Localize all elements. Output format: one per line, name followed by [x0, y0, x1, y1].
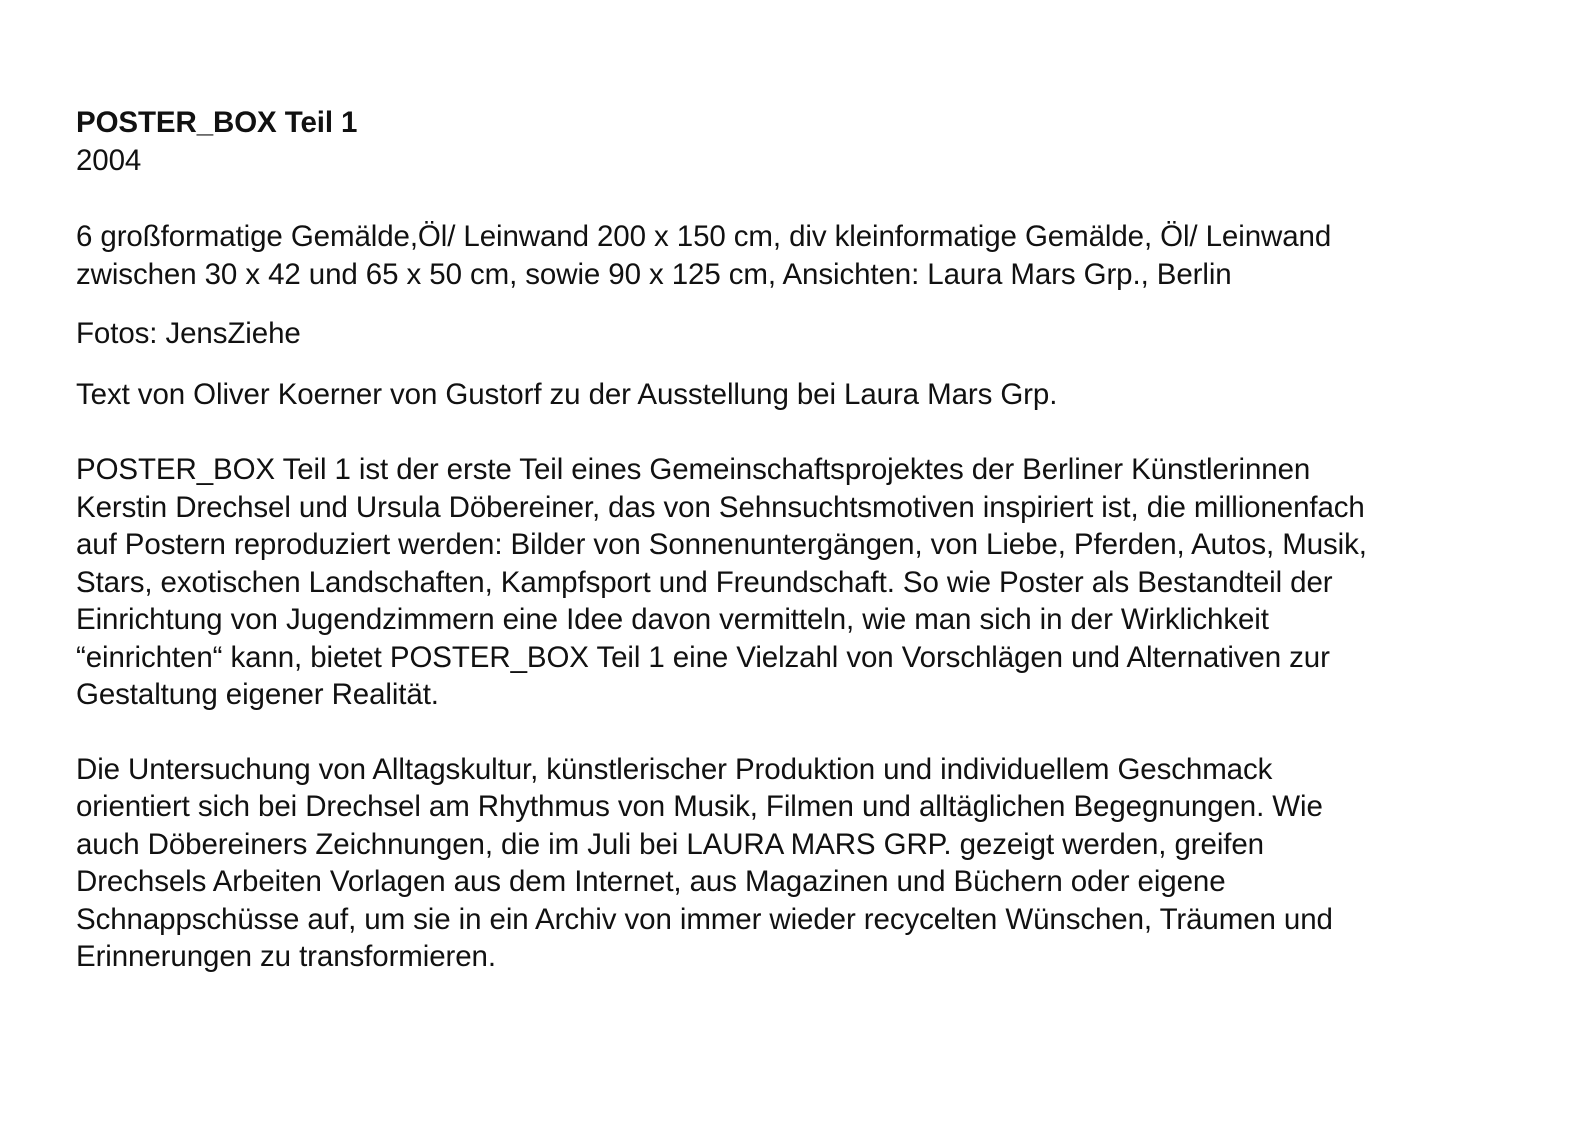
- body-paragraph-2: Die Untersuchung von Alltagskultur, künstlerischer Produktion und individuellem Geschmack orientiert sich bei Drechsel am Rhythmus von Musik, Filmen und alltäglichen Begegnungen. Wie auch Döbereiners Zeichnungen, die im Juli bei LAURA MARS GRP. gezeigt werden, greifen Drechsels Arbeiten Vorlagen aus dem Internet, aus Magazinen und Büchern oder eigene Schnappschüsse auf, um sie in ein Archiv von immer wieder recycelten Wünschen, Träumen und Erinnerungen zu transformieren.: [76, 752, 1333, 973]
- document-year: 2004: [76, 143, 142, 177]
- body-paragraph-1: POSTER_BOX Teil 1 ist der erste Teil eines Gemeinschaftsprojektes der Berliner Künstlerinnen Kerstin Drechsel und Ursula Döbereiner, das von Sehnsuchtsmotiven inspiriert ist, die millionenfach auf Postern reproduziert werden: Bilder von Sonnenuntergängen, von Liebe, Pferden, Autos, Musik, Stars, exotischen Landschaften, Kampfsport und Freundschaft. So wie Poster als Bestandteil der Einrichtung von Jugendzimmern eine Idee davon vermitteln, wie man sich in der Wirklichkeit “einrichten“ kann, bietet POSTER_BOX Teil 1 eine Vielzahl von Vorschlägen und Alternativen zur Gestaltung eigener Realität.: [76, 453, 1367, 711]
- text-credit: Text von Oliver Koerner von Gustorf zu der Ausstellung bei Laura Mars Grp.: [76, 377, 1058, 411]
- photo-credit: Fotos: JensZiehe: [76, 317, 301, 350]
- document-page: [76, 104, 1556, 976]
- document-title: POSTER_BOX Teil 1: [76, 106, 358, 139]
- materials-description: 6 großformatige Gemälde,Öl/ Leinwand 200 x 150 cm, div kleinformatige Gemälde, Öl/ Leinwand zwischen 30 x 42 und 65 x 50 cm, sowie 90 x 125 cm, Ansichten: Laura Mars Grp., Berlin: [76, 220, 1332, 291]
